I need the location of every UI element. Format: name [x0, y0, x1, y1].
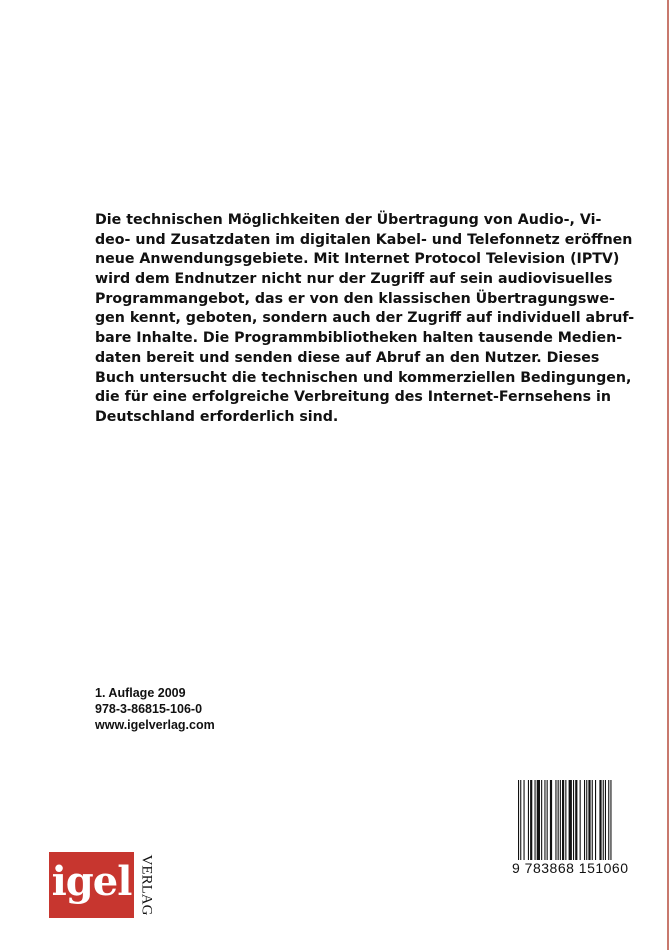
- isbn: 978-3-86815-106-0: [95, 702, 203, 716]
- logo-name: igel: [51, 858, 132, 905]
- barcode-bar: [608, 780, 609, 860]
- website: www.igelverlag.com: [95, 718, 215, 732]
- barcode-bar: [575, 780, 577, 860]
- blurb-line: neue Anwendungsgebiete. Mit Internet Protocol Television (IPTV): [95, 251, 620, 268]
- barcode-bar: [592, 780, 593, 860]
- barcode-bars: [518, 780, 632, 860]
- barcode-digits: 9 783868 151060: [512, 860, 629, 876]
- barcode-bar: [573, 780, 574, 860]
- publisher-logo-subtitle: [136, 852, 156, 918]
- barcode-bar: [537, 780, 540, 860]
- barcode-bar: [550, 780, 552, 860]
- barcode-bar: [605, 780, 606, 860]
- barcode-bar: [595, 780, 596, 860]
- barcode-bar: [520, 780, 521, 860]
- logo-subtitle: VERLAG: [138, 854, 155, 916]
- barcode-bar: [544, 780, 545, 860]
- barcode-bar: [586, 780, 587, 860]
- barcode-bar: [610, 780, 611, 860]
- barcode-bar: [558, 780, 559, 860]
- barcode-bar: [555, 780, 556, 860]
- barcode-bar: [584, 780, 585, 860]
- cover-edge-line: [667, 0, 669, 950]
- barcode-bar: [588, 780, 590, 860]
- barcode-bar: [603, 780, 604, 860]
- blurb-line: Deutschland erforderlich sind.: [95, 408, 339, 425]
- blurb-line: bare Inhalte. Die Programmbibliotheken halten tausende Medien-: [95, 330, 623, 347]
- back-cover-blurb: [95, 211, 635, 428]
- blurb-line: Die technischen Möglichkeiten der Übertragung von Audio-, Vi-: [95, 212, 602, 228]
- barcode-bar: [528, 780, 529, 860]
- imprint: [95, 685, 215, 733]
- blurb-line: Programmangebot, das er von den klassischen Übertragungswe-: [95, 290, 615, 307]
- barcode-bar: [599, 780, 601, 860]
- blurb-line: gen kennt, geboten, sondern auch der Zugriff auf individuell abruf-: [95, 310, 635, 327]
- barcode-bar: [518, 780, 519, 860]
- barcode-bar: [580, 780, 581, 860]
- edition: 1. Auflage 2009: [95, 686, 186, 700]
- blurb-line: deo- und Zusatzdaten im digitalen Kabel- und Telefonnetz eröffnen: [95, 231, 633, 248]
- barcode-bar: [562, 780, 564, 860]
- barcode-bar: [535, 780, 536, 860]
- blurb-line: daten bereit und senden diese auf Abruf an den Nutzer. Dieses: [95, 349, 600, 366]
- barcode-bar: [560, 780, 561, 860]
- isbn-barcode: [512, 780, 638, 880]
- barcode-bar: [547, 780, 548, 860]
- publisher-logo: [49, 852, 134, 918]
- barcode-bar: [569, 780, 572, 860]
- blurb-line: Buch untersucht die technischen und kommerziellen Bedingungen,: [95, 369, 632, 386]
- barcode-bar: [524, 780, 525, 860]
- barcode-bar: [530, 780, 532, 860]
- blurb-line: die für eine erfolgreiche Verbreitung des Internet-Fernsehens in: [95, 389, 611, 406]
- blurb-line: wird dem Endnutzer nicht nur der Zugriff auf sein audiovisuelles: [95, 271, 613, 288]
- barcode-bar: [565, 780, 566, 860]
- barcode-bar: [541, 780, 542, 860]
